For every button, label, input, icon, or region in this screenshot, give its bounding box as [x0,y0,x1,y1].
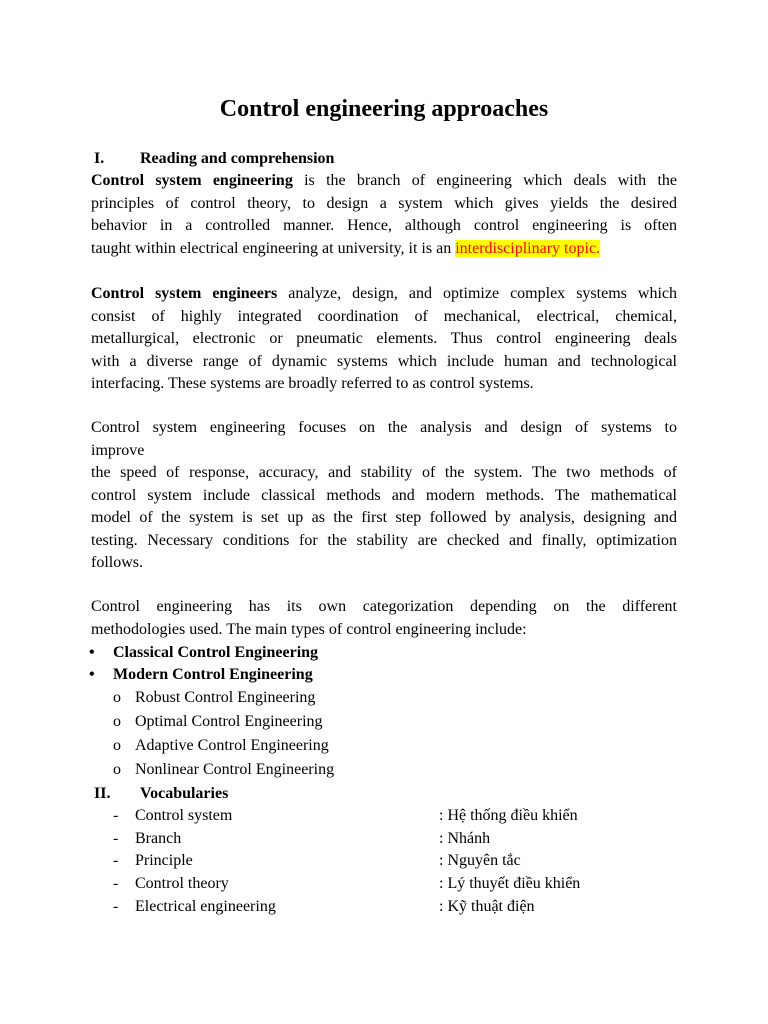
section-heading-vocabularies [94,783,228,805]
text-line: model of the system is set up as the first step followed by analysis, designing and [91,509,677,526]
bullet-label: Classical Control Engineering [113,644,319,661]
text-line: the speed of response, accuracy, and stability of the system. The two methods of [91,464,677,481]
vocab-term: Control theory [135,875,229,892]
dash-marker: - [113,852,119,869]
text-line: improve [91,441,145,459]
sub-item-label: Nonlinear Control Engineering [135,761,335,778]
vocab-term: Electrical engineering [135,898,276,915]
bold-term: Control system engineers [91,285,278,302]
text-line: with a diverse range of dynamic systems which include human and technological [91,352,677,370]
section-title: Vocabularies [140,785,229,802]
sub-bullet-marker: o [113,689,121,706]
vocab-row [113,850,673,873]
vocab-row [113,873,673,896]
bullet-item [89,664,313,686]
section-title: Reading and comprehension [140,150,335,167]
bullet-marker: • [89,666,95,683]
text-line: behavior in a controlled manner. Hence, although control engineering is often [91,217,677,234]
sub-list-item [113,687,315,709]
paragraph-1 [91,170,677,260]
text-line: principles of control theory, to design a system which gives yields the desired [91,194,677,212]
vocab-term: Branch [135,830,182,847]
sub-list-item [113,711,323,733]
vocab-row [113,896,673,919]
vocab-term: Control system [135,807,233,824]
vocab-meaning: : Lý thuyết điều khiển [439,875,581,892]
vocab-row [113,805,673,828]
sub-bullet-marker: o [113,737,121,754]
bold-term: Control system engineering [91,172,293,189]
sub-bullet-marker: o [113,761,121,778]
sub-item-label: Optimal Control Engineering [135,713,323,730]
text-line: Control engineering has its own categorization depending on the different [91,598,677,615]
text-run: analyze, design, and optimize complex systems which [277,285,678,302]
sub-item-label: Robust Control Engineering [135,689,316,706]
bullet-item [89,642,318,664]
vocab-meaning: : Hệ thống điều khiển [439,807,578,824]
text-line: methodologies used. The main types of control engineering include: [91,620,527,638]
vocab-meaning: : Nguyên tắc [439,852,521,869]
paragraph-4 [91,596,677,641]
sub-list-item [113,735,329,757]
dash-marker: - [113,830,119,847]
vocab-term: Principle [135,852,193,869]
sub-list-item [113,759,334,781]
page-title: Control engineering approaches [219,96,549,122]
sub-item-label: Adaptive Control Engineering [135,737,329,754]
text-run: taught within electrical engineering at university, it is an [91,239,456,257]
text-line: Control system engineering focuses on the analysis and design of systems to [91,419,677,436]
text-line: metallurgical, electronic or pneumatic elements. Thus control engineering deals [91,330,677,347]
text-line: follows. [91,554,143,571]
text-line: interfacing. These systems are broadly referred to as control systems. [91,375,534,392]
paragraph-2 [91,283,677,396]
text-line: consist of highly integrated coordination of mechanical, electrical, chemical, [91,307,677,325]
section-number: I. [94,150,105,167]
text-line: testing. Necessary conditions for the stability are checked and finally, optimization [91,531,677,549]
section-heading-reading [94,148,334,170]
dash-marker: - [113,875,119,892]
highlighted-text: interdisciplinary topic. [455,239,601,257]
vocab-meaning: : Nhánh [439,830,491,847]
dash-marker: - [113,807,119,824]
section-number: II. [94,785,111,802]
sub-bullet-marker: o [113,713,121,730]
dash-marker: - [113,898,119,915]
bullet-marker: • [89,644,95,661]
vocab-row [113,828,673,851]
bullet-label: Modern Control Engineering [113,666,313,683]
paragraph-3 [91,417,677,575]
vocab-meaning: : Kỹ thuật điện [439,898,535,915]
text-run: is the branch of engineering which deals with the [292,172,677,189]
text-line: control system include classical methods and modern methods. The mathematical [91,486,677,504]
